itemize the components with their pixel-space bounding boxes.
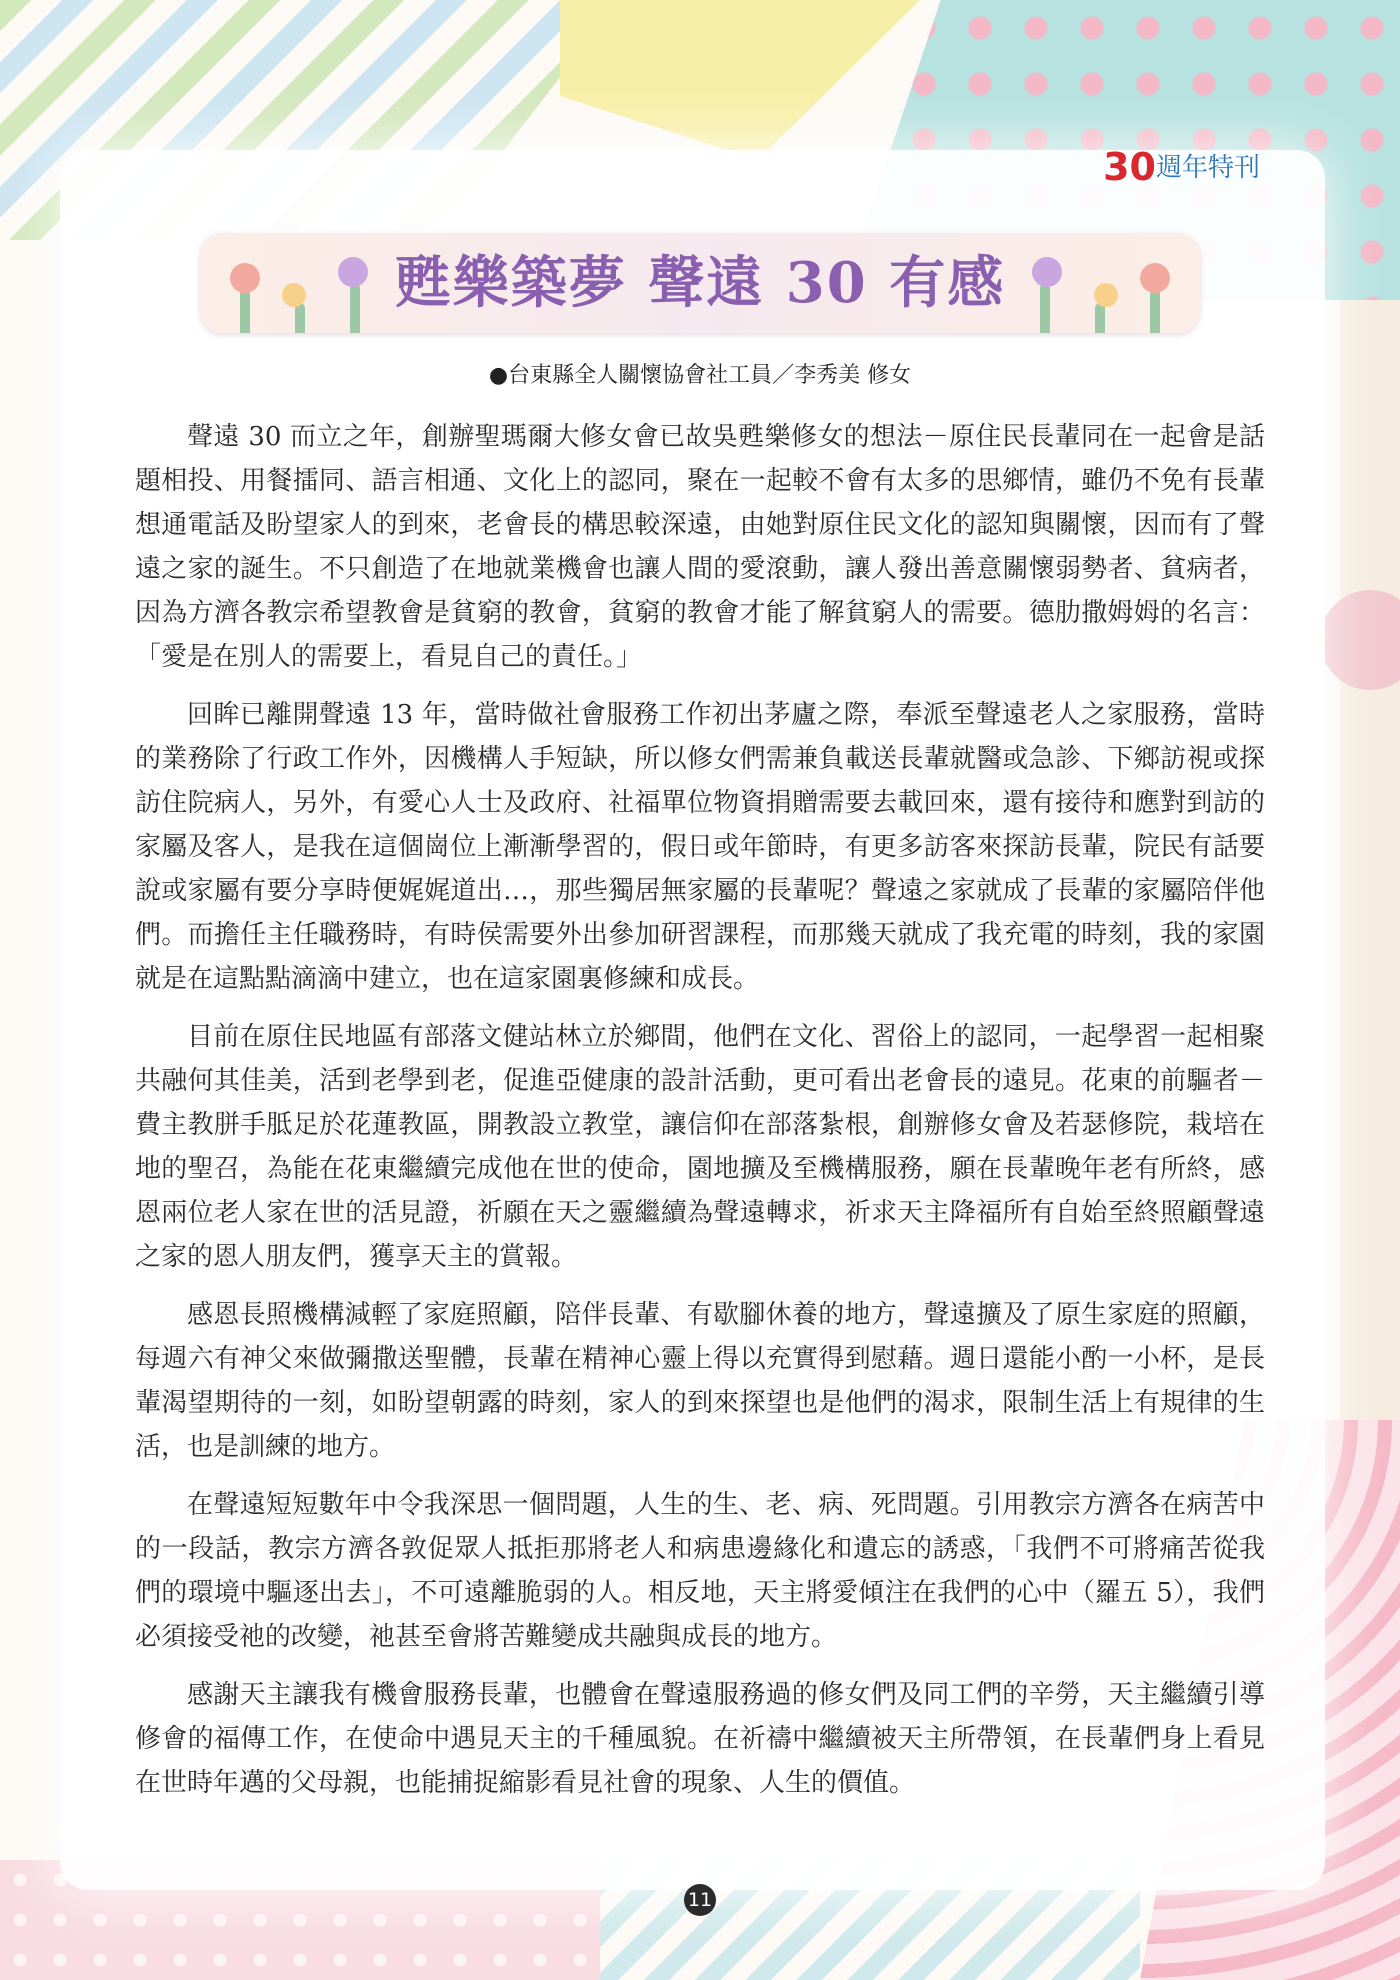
- background-pink-circle: [1320, 590, 1400, 690]
- page-number: 11: [684, 1884, 716, 1916]
- paragraph: 感謝天主讓我有機會服務長輩，也體會在聲遠服務過的修女們及同工們的辛勞，天主繼續引導修會的福傳工作，在使命中遇見天主的千種風貌。在祈禱中繼續被天主所帶領，在長輩們身上看見在世時年邁的父母親，也能捕捉縮影看見社會的現象、人生的價值。: [135, 1680, 1265, 1798]
- background-yellow-shape: [560, 0, 920, 160]
- background-right-strip: [1340, 300, 1400, 1500]
- paragraph: 感恩長照機構減輕了家庭照顧，陪伴長輩、有歇腳休養的地方，聲遠擴及了原生家庭的照顧，每週六有神父來做彌撒送聖體，長輩在精神心靈上得以充實得到慰藉。週日還能小酌一小杯，是長輩渴望期待的一刻，如盼望朝露的時刻，家人的到來探望也是他們的渴求，限制生活上有規律的生活，也是訓練的地方。: [135, 1300, 1265, 1462]
- anniversary-number: 30: [1103, 145, 1156, 189]
- anniversary-tag: [1103, 145, 1260, 189]
- paragraph: 回眸已離開聲遠 13 年，當時做社會服務工作初出茅廬之際，奉派至聲遠老人之家服務，當時的業務除了行政工作外，因機構人手短缺，所以修女們需兼負載送長輩就醫或急診、下鄉訪視或探訪住院病人，另外，有愛心人士及政府、社福單位物資捐贈需要去載回來，還有接待和應對到訪的家屬及客人，是我在這個崗位上漸漸學習的，假日或年節時，有更多訪客來探訪長輩，院民有話要說或家屬有要分享時便娓娓道出…，那些獨居無家屬的長輩呢？聲遠之家就成了長輩的家屬陪伴他們。而擔任主任職務時，有時侯需要外出參加研習課程，而那幾天就成了我充電的時刻，我的家園就是在這點點滴滴中建立，也在這家園裏修練和成長。: [135, 700, 1265, 994]
- article-body: [135, 415, 1265, 1819]
- paragraph: 目前在原住民地區有部落文健站林立於鄉間，他們在文化、習俗上的認同，一起學習一起相聚共融何其佳美，活到老學到老，促進亞健康的設計活動，更可看出老會長的遠見。花東的前驅者－費主教胼手胝足於花蓮教區，開教設立教堂，讓信仰在部落紮根，創辦修女會及若瑟修院，栽培在地的聖召，為能在花東繼續完成他在世的使命，園地擴及至機構服務，願在長輩晚年老有所終，感恩兩位老人家在世的活見證，祈願在天之靈繼續為聲遠轉求，祈求天主降福所有自始至終照顧聲遠之家的恩人朋友們，獲享天主的賞報。: [135, 1022, 1265, 1272]
- paragraph: 在聲遠短短數年中令我深思一個問題，人生的生、老、病、死問題。引用教宗方濟各在病苦中的一段話，教宗方濟各敦促眾人抵拒那將老人和病患邊緣化和遺忘的誘惑，「我們不可將痛苦從我們的環境中驅逐出去」，不可遠離脆弱的人。相反地，天主將愛傾注在我們的心中（羅五 5），我們必須接受祂的改變，祂甚至會將苦難變成共融與成長的地方。: [135, 1490, 1265, 1652]
- article-byline: ●台東縣全人關懷協會社工員／李秀美 修女: [488, 363, 912, 388]
- anniversary-text: 週年特刊: [1155, 153, 1260, 183]
- title-banner: [200, 233, 1200, 333]
- article-title: 甦樂築夢 聲遠 30 有感: [394, 250, 1006, 316]
- paragraph: 聲遠 30 而立之年，創辦聖瑪爾大修女會已故吳甦樂修女的想法－原住民長輩同在一起會是話題相投、用餐擂同、語言相通、文化上的認同，聚在一起較不會有太多的思鄉情，雖仍不免有長輩想通電話及盼望家人的到來，老會長的構思較深遠，由她對原住民文化的認知與關懷，因而有了聲遠之家的誕生。不只創造了在地就業機會也讓人間的愛滾動，讓人發出善意關懷弱勢者、貧病者，因為方濟各教宗希望教會是貧窮的教會，貧窮的教會才能了解貧窮人的需要。德肋撒姆姆的名言：「愛是在別人的需要上，看見自己的責任。」: [135, 422, 1265, 672]
